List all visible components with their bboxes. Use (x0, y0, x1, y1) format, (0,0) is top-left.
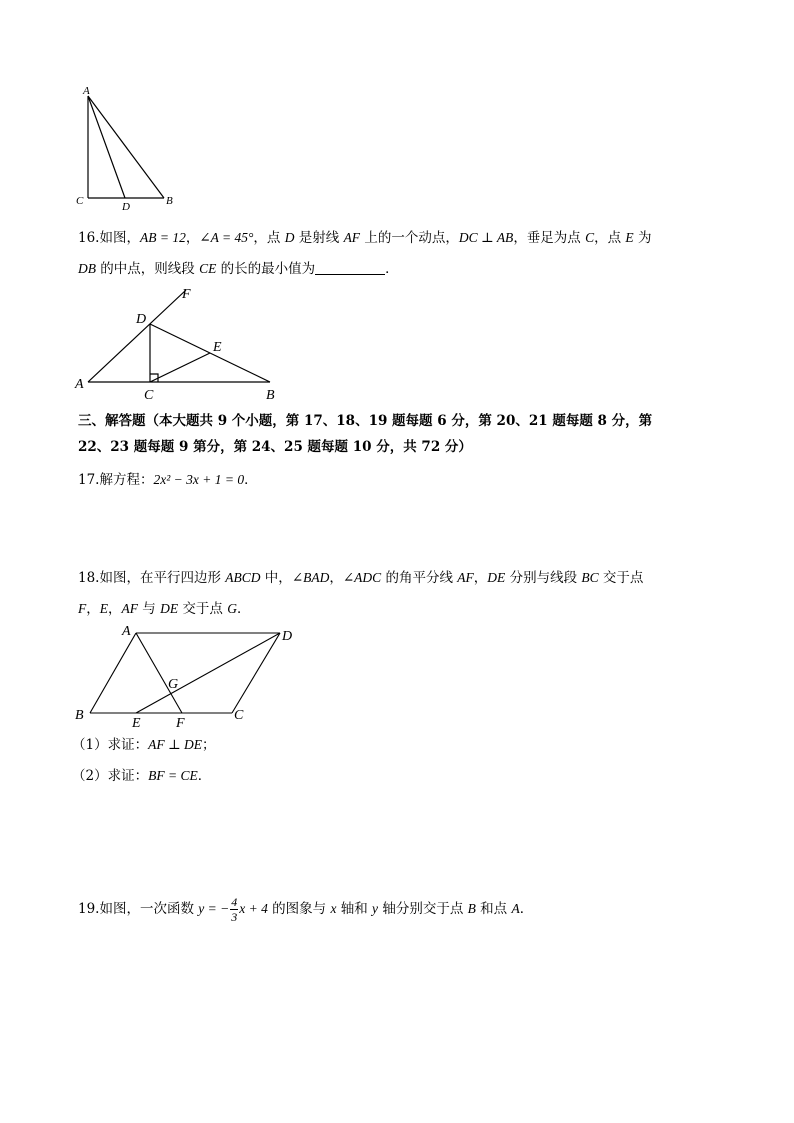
label-f: F (176, 716, 185, 731)
label-e: E (213, 340, 222, 355)
label-a: A (122, 624, 131, 639)
label-b: B (166, 195, 173, 207)
question-18-part-1: （1）求证：AF ⊥ DE； (72, 737, 216, 753)
question-16-line-1: 16.如图，AB = 12，∠A = 45°，点 D 是射线 AF 上的一个动点，DC ⊥ AB，垂足为点 C，点 E 为 (78, 230, 652, 246)
label-f: F (182, 287, 191, 302)
question-16-line-2: DB 的中点，则线段 CE 的长的最小值为 ． (78, 261, 399, 277)
label-b: B (75, 708, 84, 723)
label-c: C (76, 195, 84, 207)
fraction: $\frac{4}{3}$ (231, 895, 238, 924)
label-g: G (168, 677, 179, 692)
triangle-acb-figure (70, 80, 190, 212)
label-c: C (144, 388, 154, 403)
label-c: C (234, 708, 244, 723)
question-18-part-2: （2）求证：BF = CE． (72, 768, 212, 784)
parallelogram-abcd-figure (70, 620, 310, 732)
label-d: D (122, 201, 130, 212)
triangle-adf-figure (70, 282, 300, 406)
label-d: D (136, 312, 147, 327)
question-19: 19.如图，一次函数 y = − $\frac{4}{3}$ x + 4 的图象与 x 轴和 y 轴分别交于点 B 和点 A． (78, 895, 534, 924)
answer-blank[interactable] (315, 260, 385, 275)
label-e: E (132, 716, 141, 731)
section-3-heading-line-2: 22、23 题每题 9 第分，第 24、25 题每题 10 分，共 72 分） (78, 439, 472, 455)
label-d: D (282, 629, 293, 644)
question-18-line-2: F，E，AF 与 DE 交于点 G． (78, 601, 251, 617)
label-b: B (266, 388, 275, 403)
label-a: A (83, 85, 90, 97)
label-a: A (75, 377, 84, 392)
section-3-heading-line-1: 三、解答题（本大题共 9 个小题，第 17、18、19 题每题 6 分，第 20、21 题每题 8 分，第 (78, 413, 653, 429)
question-18-line-1: 18.如图，在平行四边形 ABCD 中，∠BAD，∠ADC 的角平分线 AF，DE 分别与线段 BC 交于点 (78, 570, 644, 586)
question-17: 17.解方程：2x² − 3x + 1 = 0． (78, 472, 258, 488)
